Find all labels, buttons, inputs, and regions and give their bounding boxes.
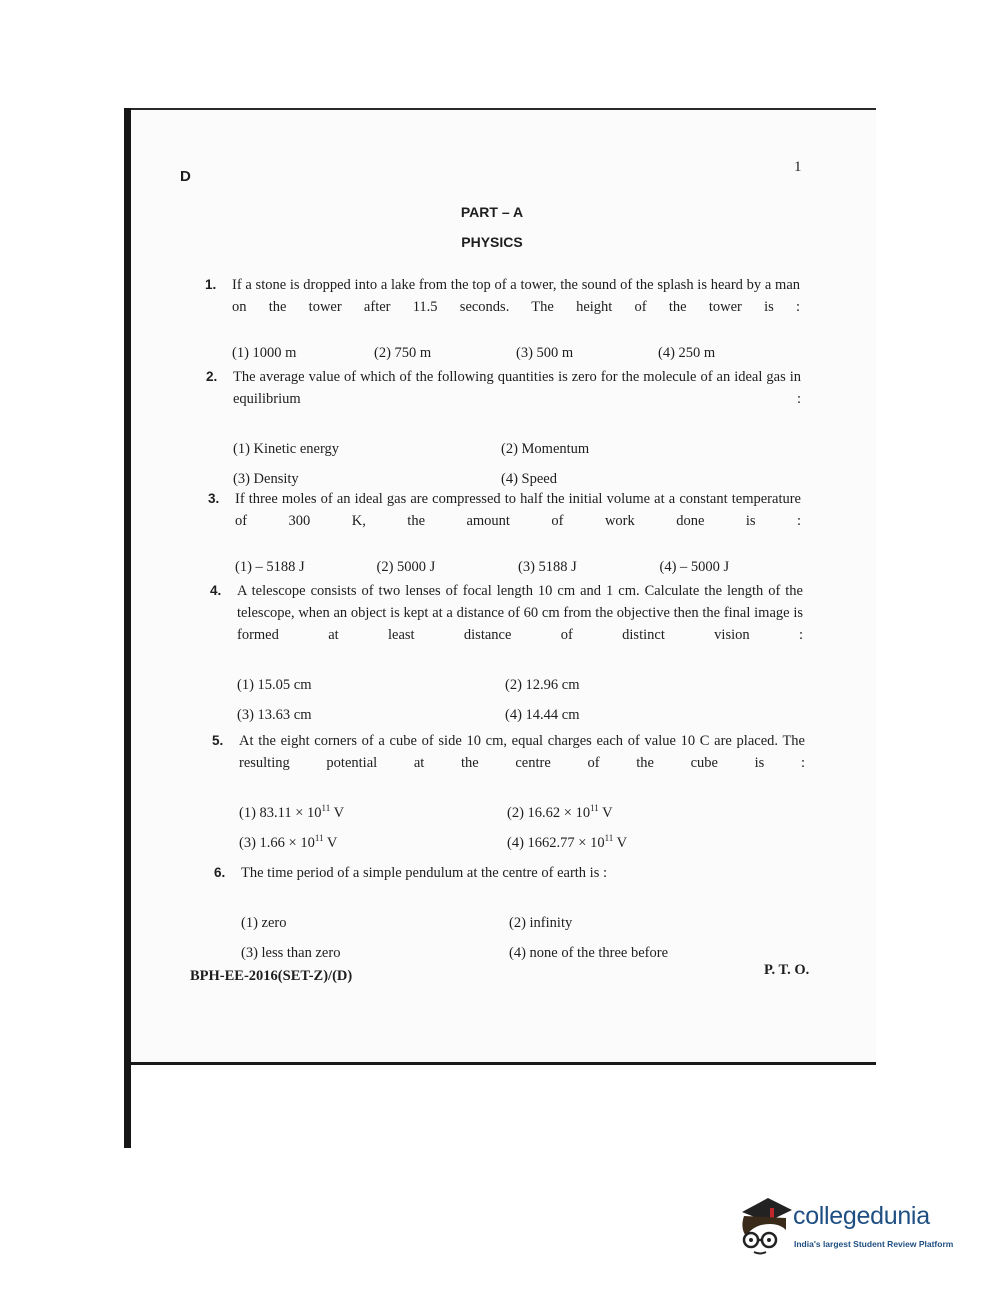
question-5: [212, 730, 805, 854]
option-1: (1) Kinetic energy: [233, 441, 340, 457]
options: [237, 674, 803, 726]
option-3: (3) 5188 J: [518, 559, 577, 575]
option-1: (1) 15.05 cm: [237, 677, 312, 693]
question-text: A telescope consists of two lenses of focal length 10 cm and 1 cm. Calculate the length of the telescope, when an object is kept at a distance of 60 cm from the objective then the final image is formed at least distance of distinct vision :: [237, 583, 803, 643]
option-4: (4) Speed: [501, 471, 557, 487]
question-3: [208, 488, 801, 578]
option-4: (4) 14.44 cm: [505, 707, 580, 723]
options: [239, 802, 805, 854]
question-text: At the eight corners of a cube of side 10 cm, equal charges each of value 10 C are placed. The resulting potential at the centre of the cube is :: [239, 733, 805, 771]
student-mascot-icon: [734, 1194, 794, 1256]
option-1: (1) $83.11 \times 10^{11}$ V: [239, 803, 345, 821]
option-2: (2) 750 m: [374, 345, 432, 361]
option-2: (2) infinity: [509, 915, 573, 931]
brand-name: collegedunia: [793, 1202, 930, 1230]
question-4: [210, 580, 803, 726]
page-number: 1: [794, 159, 802, 175]
question-number: 6.: [214, 865, 226, 880]
option-3: (3) less than zero: [241, 945, 341, 961]
options: [235, 556, 801, 578]
option-4: (4) $1662.77 \times 10^{11}$ V: [507, 833, 628, 851]
options: [241, 912, 807, 964]
option-3: (3) $1.66 \times 10^{11}$ V: [239, 833, 338, 851]
option-1: (1) 1000 m: [232, 345, 297, 361]
set-letter: D: [180, 168, 191, 185]
option-3: (3) 500 m: [516, 345, 574, 361]
subject-title: PHYSICS: [461, 234, 523, 250]
options: [232, 342, 800, 364]
question-text: The average value of which of the following quantities is zero for the molecule of an ideal gas in equilibrium :: [233, 369, 801, 407]
option-2: (2) Momentum: [501, 441, 590, 457]
option-2: (2) $16.62 \times 10^{11}$ V: [507, 803, 613, 821]
options: [233, 438, 801, 490]
option-1: (1) – 5188 J: [235, 559, 305, 575]
question-text: If a stone is dropped into a lake from the top of a tower, the sound of the splash is heard by a man on the tower after 11.5 seconds. The height of the tower is :: [232, 277, 800, 315]
question-number: 1.: [205, 277, 217, 292]
question-number: 5.: [212, 733, 224, 748]
option-4: (4) none of the three before: [509, 945, 669, 961]
part-title: PART – A: [460, 204, 524, 220]
option-3: (3) 13.63 cm: [237, 707, 312, 723]
question-2: [206, 366, 801, 490]
scan-edge: [124, 108, 131, 1148]
option-1: (1) zero: [241, 915, 287, 931]
question-number: 4.: [210, 583, 222, 598]
option-4: (4) 250 m: [658, 345, 716, 361]
collegedunia-logo: [734, 1194, 964, 1264]
pto-label: P. T. O.: [764, 962, 810, 978]
question-number: 2.: [206, 369, 218, 384]
question-6: [214, 862, 807, 964]
paper-code: BPH-EE-2016(SET-Z)/(D): [190, 968, 353, 984]
option-2: (2) 12.96 cm: [505, 677, 580, 693]
question-number: 3.: [208, 491, 220, 506]
option-2: (2) 5000 J: [376, 559, 436, 575]
question-text: If three moles of an ideal gas are compressed to half the initial volume at a constant temperature of 300 K, the amount of work done is :: [235, 491, 801, 529]
option-4: (4) – 5000 J: [659, 559, 730, 575]
question-1: [205, 274, 800, 364]
brand-tagline: India's largest Student Review Platform: [794, 1239, 954, 1249]
option-3: (3) Density: [233, 471, 299, 487]
question-text: The time period of a simple pendulum at the centre of earth is :: [241, 865, 608, 881]
